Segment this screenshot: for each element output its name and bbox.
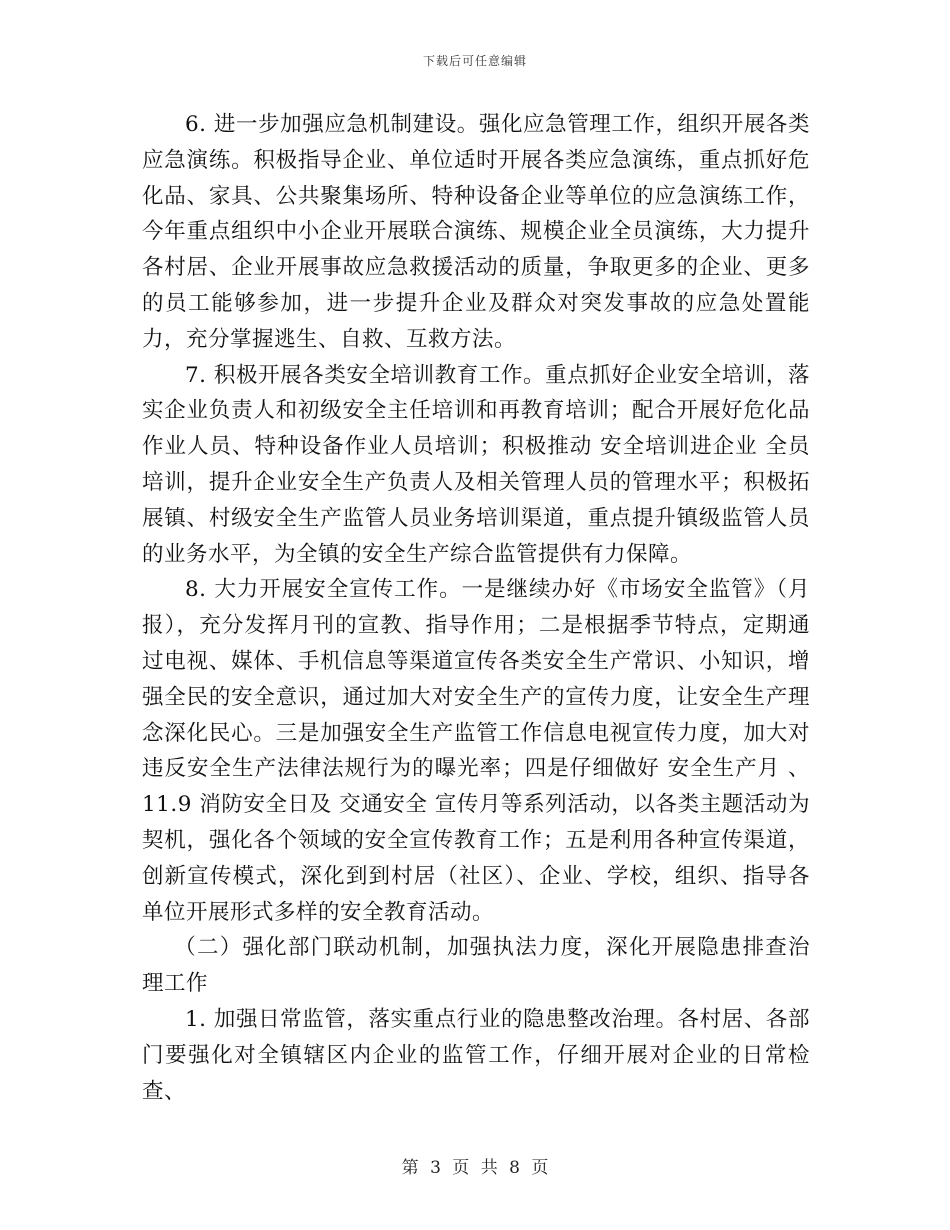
section-heading-2: （二）强化部门联动机制，加强执法力度，深化开展隐患排查治理工作 [142, 935, 810, 997]
paragraph-item-8: 8. 大力开展安全宣传工作。一是继续办好《市场安全监管》（月报），充分发挥月刊的宣教、指导作用；二是根据季节特点，定期通过电视、媒体、手机信息等渠道宣传各类安全生产常识、小知识，增强全民的安全意识，通过加大对安全生产的宣传力度，让安全生产理念深化民心。三是加强安全生产监管工作信息电视宣传力度，加大对违反安全生产法律法规行为的曝光率；四是仔细做好 安全生产月 、11.9 消防安全日及 交通安全 宣传月等系列活动，以各类主题活动为契机，强化各个领域的安全宣传教育工作；五是利用各种宣传渠道，创新宣传模式，深化到到村居（社区）、企业、学校，组织、指导各单位开展形式多样的安全教育活动。 [142, 577, 810, 925]
paragraph-item-6: 6. 进一步加强应急机制建设。强化应急管理工作，组织开展各类应急演练。积极指导企业、单位适时开展各类应急演练，重点抓好危化品、家具、公共聚集场所、特种设备企业等单位的应急演练工作，今年重点组织中小企业开展联合演练、规模企业全员演练，大力提升各村居、企业开展事故应急救援活动的质量，争取更多的企业、更多的员工能够参加，进一步提升企业及群众对突发事故的应急处置能力，充分掌握逃生、自救、互救方法。 [142, 112, 810, 352]
page-number: 第 3 页 共 8 页 [401, 1158, 549, 1178]
document-body [142, 107, 810, 1109]
paragraph-item-1: 1. 加强日常监管，落实重点行业的隐患整改治理。各村居、各部门要强化对全镇辖区内企业的监管工作，仔细开展对企业的日常检查、 [142, 1006, 810, 1104]
header-note: 下载后可任意编辑 [422, 54, 527, 68]
paragraph-item-7: 7. 积极开展各类安全培训教育工作。重点抓好企业安全培训，落实企业负责人和初级安全主任培训和再教育培训；配合开展好危化品作业人员、特种设备作业人员培训；积极推动 安全培训进企业 全员培训，提升企业安全生产负责人及相关管理人员的管理水平；积极拓展镇、村级安全生产监管人员业务培训渠道，重点提升镇级监管人员的业务水平，为全镇的安全生产综合监管提供有力保障。 [142, 362, 810, 567]
